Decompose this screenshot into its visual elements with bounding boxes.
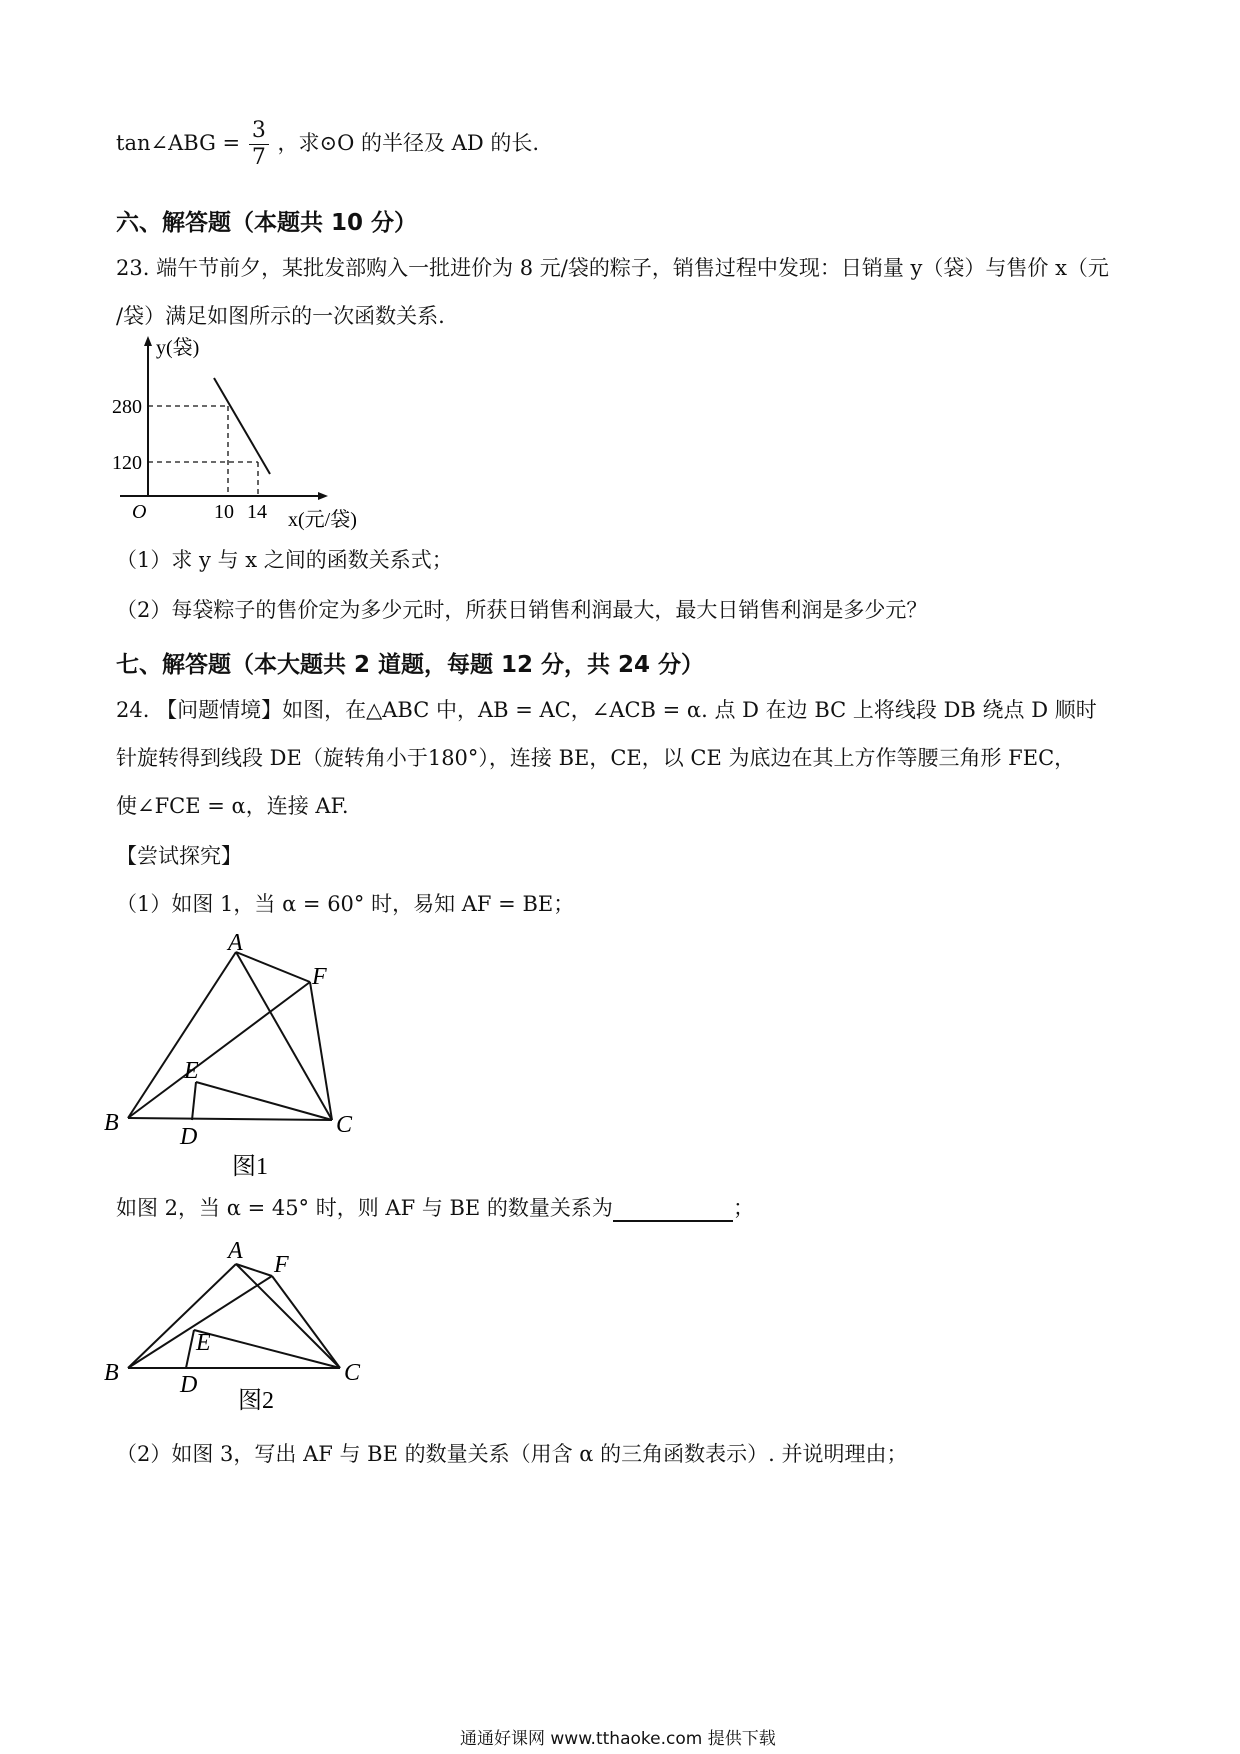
x-tick-10: 10 [214, 501, 234, 523]
q23-line-1: 23. 端午节前夕，某批发部购入一批进价为 8 元/袋的粽子，销售过程中发现：日销量 y（袋）与售价 x（元 [116, 256, 1109, 280]
fig2-label-a: A [228, 1238, 243, 1264]
q24-line-1: 24. 【问题情境】如图，在△ABC 中，AB = AC，∠ACB = α. 点 D 在边 BC 上将线段 DB 绕点 D 顺时 [116, 698, 1097, 722]
q24-part-1: （1）如图 1，当 α = 60° 时，易知 AF = BE； [116, 892, 575, 916]
fig1-label-d: D [180, 1124, 198, 1150]
fig1-label-f: F [312, 964, 327, 990]
section-6-heading: 六、解答题（本题共 10 分） [116, 210, 418, 236]
page-footer: 通通好课网 www.tthaoke.com 提供下载 [460, 1729, 776, 1749]
seg-ec [194, 1330, 340, 1368]
answer-blank [613, 1198, 733, 1222]
x-tick-14: 14 [247, 501, 267, 523]
q24-subheading: 【尝试探究】 [116, 844, 242, 868]
fig1-label-a: A [228, 930, 243, 956]
seg-de [186, 1330, 194, 1368]
fig2-label-b: B [104, 1360, 119, 1386]
y-axis-arrow [144, 336, 152, 346]
y-tick-120: 120 [112, 452, 142, 474]
seg-af [236, 952, 310, 982]
fig1-label-b: B [104, 1110, 119, 1136]
figure-2 [104, 1236, 374, 1416]
function-line [214, 378, 270, 474]
q23-part-1: （1）求 y 与 x 之间的函数关系式； [116, 548, 453, 572]
q24-line-3: 使∠FCE = α，连接 AF. [116, 794, 349, 818]
figure-1 [104, 930, 374, 1180]
fig2-label-e: E [196, 1330, 211, 1356]
fig2-label-c: C [344, 1360, 361, 1386]
seg-de [192, 1082, 196, 1120]
seg-bf [128, 982, 310, 1118]
q22-question-text: ，求⊙O 的半径及 AD 的长. [277, 131, 540, 155]
q22-tan-expression: tan∠ABG [116, 131, 216, 155]
fig1-caption: 图1 [232, 1154, 268, 1180]
seg-ab [128, 952, 236, 1118]
fig2-label-f: F [274, 1252, 289, 1278]
seg-ac [236, 1264, 340, 1368]
x-axis-label: x(元/袋) [288, 509, 357, 531]
fig1-label-e: E [184, 1058, 199, 1084]
q24-fig2-line: 如图 2，当 α = 45° 时，则 AF 与 BE 的数量关系为 ； [116, 1196, 754, 1220]
q24-part-2: （2）如图 3，写出 AF 与 BE 的数量关系（用含 α 的三角函数表示）. 并说明理由； [116, 1442, 908, 1466]
fig2-caption: 图2 [238, 1388, 274, 1414]
q23-part-2: （2）每袋粽子的售价定为多少元时，所获日销售利润最大，最大日销售利润是多少元？ [116, 598, 928, 622]
seg-fc [272, 1276, 340, 1368]
fig1-label-c: C [336, 1112, 353, 1138]
q24-line-2: 针旋转得到线段 DE（旋转角小于180°），连接 BE，CE，以 CE 为底边在其上方作等腰三角形 FEC， [116, 746, 1076, 770]
y-tick-280: 280 [112, 396, 142, 418]
seg-bc [128, 1118, 332, 1120]
q22-tail-line: tan∠ABG = $\frac{3}{7}$ ，求⊙O 的半径及 AD 的长. [116, 118, 540, 170]
x-axis-arrow [318, 492, 328, 500]
fig2-label-d: D [180, 1372, 198, 1398]
origin-label: O [132, 501, 147, 523]
q23-linear-function-graph [100, 336, 390, 536]
section-7-heading: 七、解答题（本大题共 2 道题，每题 12 分，共 24 分） [116, 652, 705, 678]
y-axis-label: y(袋) [156, 337, 200, 359]
q22-fraction: $\frac{3}{7}$ [249, 118, 269, 171]
seg-ec [196, 1082, 332, 1120]
q23-line-2: /袋）满足如图所示的一次函数关系. [116, 304, 445, 328]
seg-ab [128, 1264, 236, 1368]
